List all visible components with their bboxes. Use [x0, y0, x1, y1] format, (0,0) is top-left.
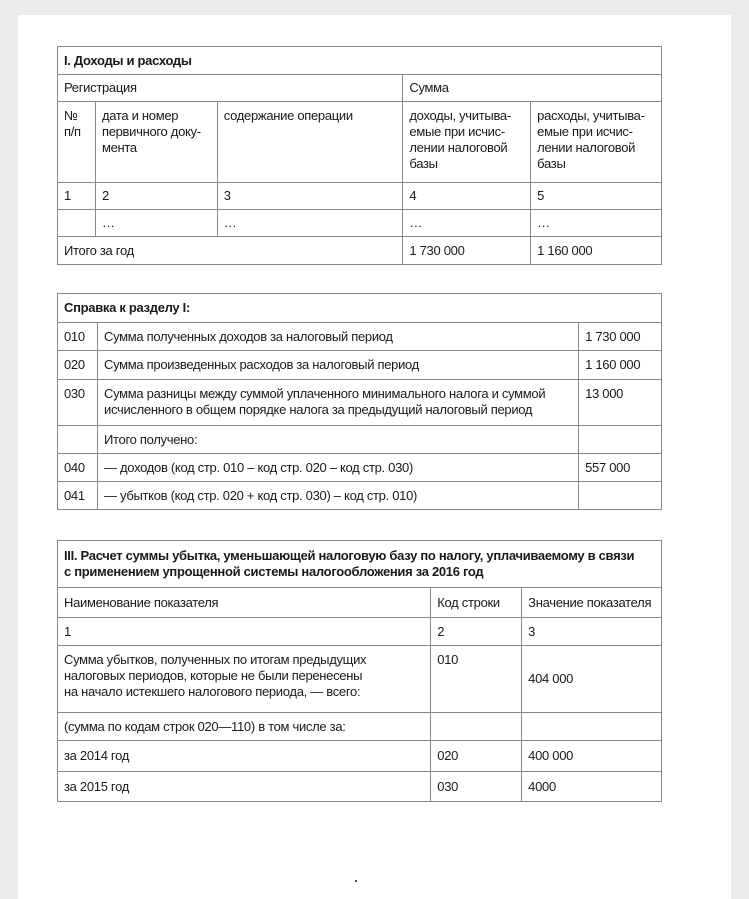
row-code: 020: [58, 351, 98, 380]
ellipsis-cell: …: [531, 210, 662, 237]
row-label: — убытков (код стр. 020 + код стр. 030) – код стр. 010): [97, 482, 578, 510]
row-value: 1 160 000: [579, 351, 662, 380]
index-cell: 1: [58, 618, 431, 646]
col-date-header: дата и номер первичного доку- мента: [95, 102, 217, 183]
index-cell: 4: [403, 183, 531, 210]
ellipsis-cell: …: [95, 210, 217, 237]
row-value: 404 000: [522, 646, 662, 713]
row-label: — доходов (код стр. 010 – код стр. 020 – код стр. 030): [97, 454, 578, 482]
row-value: [522, 713, 662, 741]
row-label: Сумма убытков, полученных по итогам предыдущих налоговых периодов, которые не были перенесены на начало истекшего налогового периода, — всего:: [58, 646, 431, 713]
total-expense: 1 160 000: [531, 237, 662, 265]
col-code-header: Код строки: [431, 588, 522, 618]
section-3-title: III. Расчет суммы убытка, уменьшающей налоговую базу по налогу, уплачиваемому в связи с применением упрощенной системы налогообложения за 2016 год: [58, 541, 662, 588]
row-label: (сумма по кодам строк 020—110) в том числе за:: [58, 713, 431, 741]
sum-header: Сумма: [403, 75, 662, 102]
total-income: 1 730 000: [403, 237, 531, 265]
row-code: [431, 713, 522, 741]
row-label: Сумма произведенных расходов за налоговый период: [97, 351, 578, 380]
index-cell: 5: [531, 183, 662, 210]
col-income-header: доходы, учитыва- емые при исчис- лении налоговой базы: [403, 102, 531, 183]
index-cell: 1: [58, 183, 96, 210]
row-label: за 2015 год: [58, 772, 431, 802]
row-value: [579, 482, 662, 510]
index-cell: 2: [431, 618, 522, 646]
page-mark: [355, 880, 357, 882]
registration-header: Регистрация: [58, 75, 403, 102]
row-code: 020: [431, 741, 522, 772]
row-value: 400 000: [522, 741, 662, 772]
row-code: 010: [58, 323, 98, 351]
row-code: 030: [58, 380, 98, 426]
row-label: Сумма разницы между суммой уплаченного минимального налога и суммой исчисленного в общем порядке налога за предыдущий налоговый период: [97, 380, 578, 426]
row-code: 030: [431, 772, 522, 802]
row-code: 010: [431, 646, 522, 713]
index-cell: 2: [95, 183, 217, 210]
income-expense-table: [57, 46, 662, 265]
ellipsis-cell: [58, 210, 96, 237]
loss-calculation-table: [57, 540, 662, 802]
row-value: 13 000: [579, 380, 662, 426]
row-value: 557 000: [579, 454, 662, 482]
row-code: [58, 426, 98, 454]
total-label: Итого за год: [58, 237, 403, 265]
col-name-header: Наименование показателя: [58, 588, 431, 618]
row-value: 4000: [522, 772, 662, 802]
row-label: Итого получено:: [97, 426, 578, 454]
row-label: Сумма полученных доходов за налоговый период: [97, 323, 578, 351]
row-code: 041: [58, 482, 98, 510]
col-value-header: Значение показателя: [522, 588, 662, 618]
row-value: 1 730 000: [579, 323, 662, 351]
index-cell: 3: [217, 183, 403, 210]
index-cell: 3: [522, 618, 662, 646]
section-1-title: I. Доходы и расходы: [58, 47, 662, 75]
section-2-title: Справка к разделу I:: [58, 294, 662, 323]
row-code: 040: [58, 454, 98, 482]
section-1-reference-table: [57, 293, 662, 510]
col-content-header: содержание операции: [217, 102, 403, 183]
ellipsis-cell: …: [403, 210, 531, 237]
col-number-header: № п/п: [58, 102, 96, 183]
col-expense-header: расходы, учитыва- емые при исчис- лении налоговой базы: [531, 102, 662, 183]
ellipsis-cell: …: [217, 210, 403, 237]
row-value: [579, 426, 662, 454]
row-label: за 2014 год: [58, 741, 431, 772]
